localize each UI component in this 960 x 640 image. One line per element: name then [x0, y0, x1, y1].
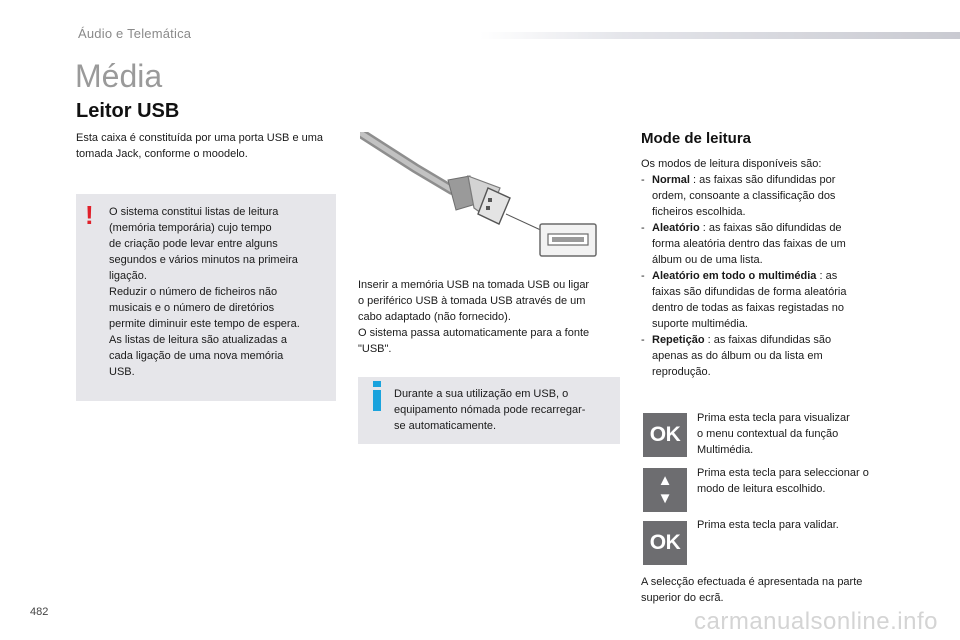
usb-instruction-line: O sistema passa automaticamente para a fonte — [358, 327, 590, 339]
list-dash: - — [641, 174, 645, 186]
ok-validate-key-icon: OK — [643, 521, 687, 565]
warning-line: segundos e vários minutos na primeira — [109, 254, 298, 266]
info-icon — [370, 381, 384, 411]
key-desc-line: o menu contextual da função — [697, 428, 839, 440]
key-desc-line: Multimédia. — [697, 444, 754, 456]
mode-desc-line: reprodução. — [652, 366, 711, 378]
warning-line: O sistema constitui listas de leitura — [109, 206, 279, 218]
mode-desc-line: : as faixas são difundidas por — [689, 174, 836, 186]
key-desc-line: modo de leitura escolhido. — [697, 483, 826, 495]
validate-key-description — [697, 517, 897, 533]
selection-note-line: superior do ecrã. — [641, 592, 724, 604]
arrows-key-description — [697, 465, 897, 497]
usb-instruction-line: cabo adaptado (não fornecido). — [358, 311, 511, 323]
header-title: Áudio e Telemática — [78, 26, 192, 41]
mode-desc-line: álbum ou de uma lista. — [652, 254, 763, 266]
key-desc-line: Prima esta tecla para validar. — [697, 519, 839, 531]
selection-note — [641, 574, 901, 606]
mode-name: Aleatório — [652, 222, 700, 234]
mode-desc-line: suporte multimédia. — [652, 318, 748, 330]
usb-intro-text: Esta caixa é constituída por uma porta USB e uma tomada Jack, conforme o moodelo. — [76, 132, 324, 160]
mode-name: Repetição — [652, 334, 705, 346]
section-title-mode: Mode de leitura — [641, 130, 752, 147]
warning-line: musicais e o número de diretórios — [109, 302, 275, 314]
ok-key-description — [697, 410, 887, 458]
info-line: se automaticamente. — [394, 420, 497, 432]
warning-line: (memória temporária) cujo tempo — [109, 222, 272, 234]
mode-item-repeticao — [641, 332, 901, 380]
warning-line: cada ligação de uma nova memória — [109, 350, 284, 362]
key-desc-line: Prima esta tecla para seleccionar o — [697, 467, 869, 479]
mode-item-aleatorio — [641, 220, 901, 268]
usb-instruction-line: o periférico USB à tomada USB através de um — [358, 295, 586, 307]
mode-desc-line: : as faixas difundidas são — [704, 334, 832, 346]
warning-line: As listas de leitura são atualizadas a — [109, 334, 287, 346]
info-text — [394, 386, 614, 434]
mode-desc-line: : as faixas são difundidas de — [699, 222, 842, 234]
mode-desc-line: forma aleatória dentro das faixas de um — [652, 238, 846, 250]
page-title: Média — [75, 58, 163, 94]
info-line: equipamento nómada pode recarregar- — [394, 404, 586, 416]
mode-item-normal — [641, 172, 901, 220]
warning-text — [109, 204, 329, 380]
mode-desc-line: ordem, consoante a classificação dos — [652, 190, 836, 202]
page-number: 482 — [30, 606, 49, 618]
usb-plug-illustration — [360, 132, 618, 262]
mode-desc-line: ficheiros escolhida. — [652, 206, 746, 218]
exclamation-icon: ! — [85, 200, 94, 230]
list-dash: - — [641, 270, 645, 282]
mode-list — [641, 172, 901, 380]
mode-name: Aleatório em todo o multimédia — [652, 270, 817, 282]
mode-desc-line: apenas as do álbum ou da lista em — [652, 350, 823, 362]
section-title-usb: Leitor USB — [76, 100, 180, 122]
warning-line: permite diminuir este tempo de espera. — [109, 318, 300, 330]
list-dash: - — [641, 334, 645, 346]
list-dash: - — [641, 222, 645, 234]
arrow-up-icon: ▲ — [657, 472, 673, 489]
warning-line: ligação. — [109, 270, 147, 282]
mode-item-aleatorio-multimedia — [641, 268, 901, 332]
mode-desc-line: : as — [816, 270, 838, 282]
usb-instructions — [358, 277, 623, 357]
mode-intro-text: Os modos de leitura disponíveis são: — [641, 158, 822, 170]
mode-desc-line: dentro de todas as faixas registadas no — [652, 302, 845, 314]
usb-instruction-line: Inserir a memória USB na tomada USB ou ligar — [358, 279, 590, 291]
key-desc-line: Prima esta tecla para visualizar — [697, 412, 850, 424]
watermark: carmanualsonline.info — [694, 608, 938, 635]
up-down-key-icon — [643, 468, 687, 512]
selection-note-line: A selecção efectuada é apresentada na parte — [641, 576, 863, 588]
warning-line: Reduzir o número de ficheiros não — [109, 286, 278, 298]
mode-desc-line: faixas são difundidas de forma aleatória — [652, 286, 847, 298]
ok-key-icon: OK — [643, 413, 687, 457]
warning-line: USB. — [109, 366, 135, 378]
warning-line: de criação pode levar entre alguns — [109, 238, 278, 250]
arrow-down-icon: ▼ — [657, 490, 673, 507]
header-bar — [480, 32, 960, 39]
usb-instruction-line: "USB". — [358, 343, 392, 355]
info-line: Durante a sua utilização em USB, o — [394, 388, 569, 400]
mode-name: Normal — [652, 174, 690, 186]
